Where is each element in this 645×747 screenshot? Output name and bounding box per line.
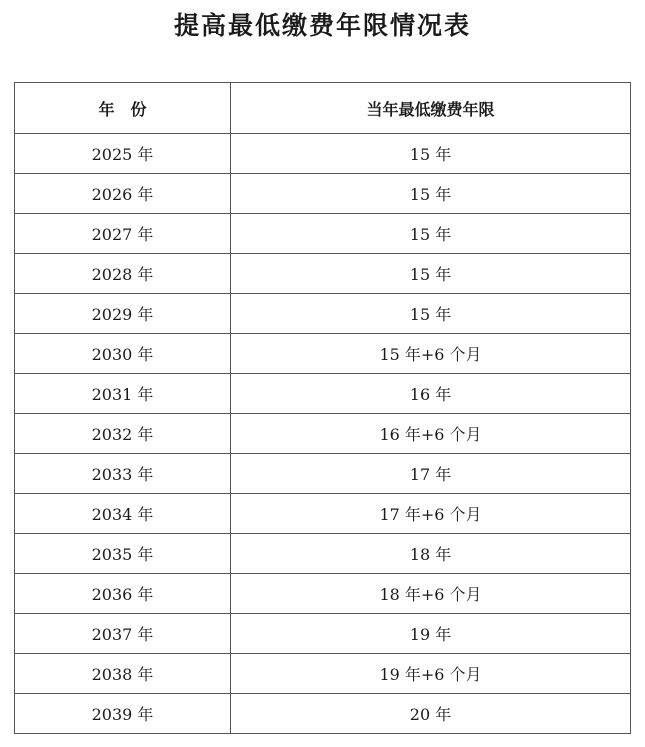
year-cell: 2030 年 bbox=[15, 334, 231, 374]
table-row bbox=[15, 654, 631, 694]
table-row bbox=[15, 694, 631, 734]
year-cell: 2027 年 bbox=[15, 214, 231, 254]
limit-cell: 20 年 bbox=[231, 694, 631, 734]
year-cell: 2032 年 bbox=[15, 414, 231, 454]
table-row bbox=[15, 174, 631, 214]
table-row bbox=[15, 574, 631, 614]
table-row bbox=[15, 454, 631, 494]
table-row bbox=[15, 214, 631, 254]
contribution-limit-table bbox=[14, 82, 631, 734]
year-cell: 2037 年 bbox=[15, 614, 231, 654]
table-row bbox=[15, 334, 631, 374]
page-title: 提高最低缴费年限情况表 bbox=[173, 11, 471, 40]
year-cell: 2029 年 bbox=[15, 294, 231, 334]
table-row bbox=[15, 534, 631, 574]
year-cell: 2035 年 bbox=[15, 534, 231, 574]
table-row bbox=[15, 294, 631, 334]
table-body bbox=[15, 134, 631, 734]
limit-cell: 16 年 bbox=[231, 374, 631, 414]
year-cell: 2039 年 bbox=[15, 694, 231, 734]
year-cell: 2026 年 bbox=[15, 174, 231, 214]
year-cell: 2034 年 bbox=[15, 494, 231, 534]
year-cell: 2031 年 bbox=[15, 374, 231, 414]
year-cell: 2036 年 bbox=[15, 574, 231, 614]
limit-cell: 19 年 bbox=[231, 614, 631, 654]
limit-column-header: 当年最低缴费年限 bbox=[231, 83, 631, 134]
limit-cell: 18 年+6 个月 bbox=[231, 574, 631, 614]
year-cell: 2033 年 bbox=[15, 454, 231, 494]
limit-cell: 17 年 bbox=[231, 454, 631, 494]
table-row bbox=[15, 494, 631, 534]
year-cell: 2025 年 bbox=[15, 134, 231, 174]
table-row bbox=[15, 254, 631, 294]
limit-cell: 15 年 bbox=[231, 294, 631, 334]
limit-cell: 19 年+6 个月 bbox=[231, 654, 631, 694]
year-cell: 2028 年 bbox=[15, 254, 231, 294]
table-header-row bbox=[15, 83, 631, 134]
limit-cell: 15 年 bbox=[231, 254, 631, 294]
table-row bbox=[15, 134, 631, 174]
limit-cell: 18 年 bbox=[231, 534, 631, 574]
limit-cell: 16 年+6 个月 bbox=[231, 414, 631, 454]
limit-cell: 17 年+6 个月 bbox=[231, 494, 631, 534]
table-row bbox=[15, 414, 631, 454]
year-cell: 2038 年 bbox=[15, 654, 231, 694]
table-row bbox=[15, 614, 631, 654]
limit-cell: 15 年 bbox=[231, 134, 631, 174]
limit-cell: 15 年 bbox=[231, 214, 631, 254]
table-row bbox=[15, 374, 631, 414]
limit-cell: 15 年+6 个月 bbox=[231, 334, 631, 374]
year-column-header: 年 份 bbox=[15, 83, 231, 134]
limit-cell: 15 年 bbox=[231, 174, 631, 214]
